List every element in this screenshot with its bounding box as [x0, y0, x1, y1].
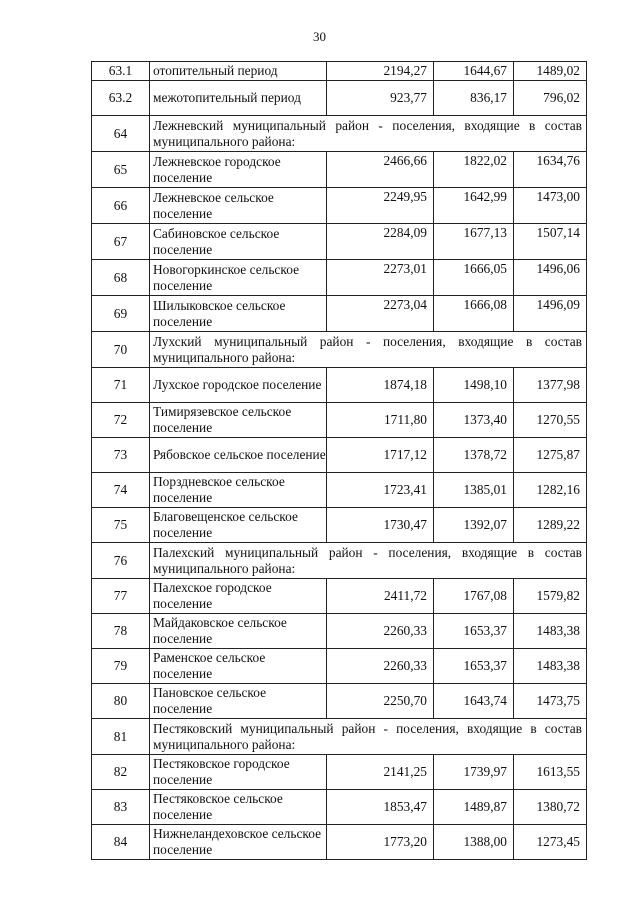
tariff-value-2: 1739,97: [434, 755, 514, 790]
tariff-table-body: [92, 62, 587, 860]
tariff-value-2: 1642,99: [434, 188, 514, 224]
settlement-name: Нижнеландеховское сельское поселение: [150, 825, 327, 860]
tariff-value-2: 1643,74: [434, 684, 514, 719]
tariff-value-1: 2411,72: [327, 579, 434, 614]
district-header-text: Пестяковский муниципальный район - поселения, входящие в состав муниципального района:: [150, 719, 587, 755]
settlement-name: Раменское сельское поселение: [150, 649, 327, 684]
row-number: 63.2: [92, 81, 150, 116]
tariff-value-2: 1666,08: [434, 296, 514, 332]
settlement-name: Пестяковское сельское поселение: [150, 790, 327, 825]
row-number: 84: [92, 825, 150, 860]
tariff-value-1: 2260,33: [327, 649, 434, 684]
tariff-value-1: 2466,66: [327, 152, 434, 188]
tariff-value-3: 1380,72: [514, 790, 587, 825]
tariff-value-3: 1270,55: [514, 403, 587, 438]
tariff-value-2: 1385,01: [434, 473, 514, 508]
row-number: 71: [92, 368, 150, 403]
tariff-value-2: 1767,08: [434, 579, 514, 614]
settlement-name: Благовещенское сельское поселение: [150, 508, 327, 543]
tariff-value-2: 1653,37: [434, 649, 514, 684]
table-row: [92, 649, 587, 684]
tariff-value-3: 1275,87: [514, 438, 587, 473]
tariff-value-2: 1822,02: [434, 152, 514, 188]
table-row: [92, 614, 587, 649]
tariff-value-3: 1496,09: [514, 296, 587, 332]
tariff-value-2: 1644,67: [434, 62, 514, 81]
settlement-name: Лухское городское поселение: [150, 368, 327, 403]
settlement-name: отопительный период: [150, 62, 327, 81]
district-header-text: Лежневский муниципальный район - поселения, входящие в состав муниципального района:: [150, 116, 587, 152]
tariff-value-1: 1853,47: [327, 790, 434, 825]
table-row: [92, 188, 587, 224]
tariff-value-1: 1723,41: [327, 473, 434, 508]
tariff-value-2: 1388,00: [434, 825, 514, 860]
row-number: 79: [92, 649, 150, 684]
tariff-value-3: 1483,38: [514, 614, 587, 649]
tariff-value-3: 796,02: [514, 81, 587, 116]
table-row: [92, 755, 587, 790]
row-number: 80: [92, 684, 150, 719]
row-number: 83: [92, 790, 150, 825]
row-number: 63.1: [92, 62, 150, 81]
tariff-value-2: 1489,87: [434, 790, 514, 825]
tariff-value-1: 1730,47: [327, 508, 434, 543]
tariff-value-3: 1489,02: [514, 62, 587, 81]
tariff-value-1: 2194,27: [327, 62, 434, 81]
table-row: [92, 403, 587, 438]
tariff-value-2: 836,17: [434, 81, 514, 116]
tariff-value-2: 1653,37: [434, 614, 514, 649]
tariff-value-2: 1666,05: [434, 260, 514, 296]
tariff-value-3: 1282,16: [514, 473, 587, 508]
district-header-row: [92, 332, 587, 368]
tariff-value-3: 1496,06: [514, 260, 587, 296]
tariff-value-3: 1483,38: [514, 649, 587, 684]
tariff-value-1: 1717,12: [327, 438, 434, 473]
tariff-value-2: 1392,07: [434, 508, 514, 543]
tariff-value-3: 1613,55: [514, 755, 587, 790]
row-number: 73: [92, 438, 150, 473]
table-row: [92, 296, 587, 332]
row-number: 75: [92, 508, 150, 543]
row-number: 65: [92, 152, 150, 188]
settlement-name: межотопительный период: [150, 81, 327, 116]
row-number: 81: [92, 719, 150, 755]
settlement-name: Палехское городское поселение: [150, 579, 327, 614]
table-row: [92, 438, 587, 473]
district-header-row: [92, 543, 587, 579]
row-number: 64: [92, 116, 150, 152]
settlement-name: Лежневское сельское поселение: [150, 188, 327, 224]
table-row: [92, 684, 587, 719]
row-number: 74: [92, 473, 150, 508]
district-header-text: Палехский муниципальный район - поселения, входящие в состав муниципального района:: [150, 543, 587, 579]
district-header-row: [92, 719, 587, 755]
row-number: 67: [92, 224, 150, 260]
row-number: 68: [92, 260, 150, 296]
district-header-text: Лухский муниципальный район - поселения, входящие в состав муниципального района:: [150, 332, 587, 368]
tariff-value-1: 1874,18: [327, 368, 434, 403]
row-number: 72: [92, 403, 150, 438]
settlement-name: Новогоркинское сельское поселение: [150, 260, 327, 296]
table-row: [92, 152, 587, 188]
tariff-table: [91, 61, 587, 860]
row-number: 66: [92, 188, 150, 224]
table-row: [92, 473, 587, 508]
tariff-value-2: 1373,40: [434, 403, 514, 438]
settlement-name: Пановское сельское поселение: [150, 684, 327, 719]
table-row: [92, 790, 587, 825]
settlement-name: Пестяковское городское поселение: [150, 755, 327, 790]
tariff-value-3: 1579,82: [514, 579, 587, 614]
tariff-value-1: 2284,09: [327, 224, 434, 260]
tariff-value-3: 1473,00: [514, 188, 587, 224]
row-number: 69: [92, 296, 150, 332]
tariff-value-2: 1378,72: [434, 438, 514, 473]
table-row: [92, 62, 587, 81]
table-row: [92, 260, 587, 296]
tariff-value-1: 2250,70: [327, 684, 434, 719]
settlement-name: Рябовское сельское поселение: [150, 438, 327, 473]
row-number: 76: [92, 543, 150, 579]
district-header-row: [92, 116, 587, 152]
table-row: [92, 579, 587, 614]
settlement-name: Тимирязевское сельское поселение: [150, 403, 327, 438]
row-number: 82: [92, 755, 150, 790]
tariff-value-3: 1507,14: [514, 224, 587, 260]
tariff-value-1: 2273,01: [327, 260, 434, 296]
tariff-value-3: 1634,76: [514, 152, 587, 188]
tariff-value-3: 1289,22: [514, 508, 587, 543]
row-number: 78: [92, 614, 150, 649]
table-row: [92, 81, 587, 116]
row-number: 70: [92, 332, 150, 368]
tariff-value-3: 1377,98: [514, 368, 587, 403]
tariff-value-1: 2273,04: [327, 296, 434, 332]
settlement-name: Майдаковское сельское поселение: [150, 614, 327, 649]
tariff-value-2: 1677,13: [434, 224, 514, 260]
row-number: 77: [92, 579, 150, 614]
table-row: [92, 368, 587, 403]
tariff-value-1: 2260,33: [327, 614, 434, 649]
tariff-value-1: 923,77: [327, 81, 434, 116]
tariff-value-3: 1473,75: [514, 684, 587, 719]
tariff-value-1: 1711,80: [327, 403, 434, 438]
table-row: [92, 508, 587, 543]
table-row: [92, 825, 587, 860]
settlement-name: Лежневское городское поселение: [150, 152, 327, 188]
page-number: 30: [313, 29, 326, 44]
tariff-value-3: 1273,45: [514, 825, 587, 860]
table-row: [92, 224, 587, 260]
tariff-value-2: 1498,10: [434, 368, 514, 403]
settlement-name: Порздневское сельское поселение: [150, 473, 327, 508]
tariff-value-1: 2141,25: [327, 755, 434, 790]
settlement-name: Сабиновское сельское поселение: [150, 224, 327, 260]
tariff-value-1: 2249,95: [327, 188, 434, 224]
settlement-name: Шилыковское сельское поселение: [150, 296, 327, 332]
tariff-value-1: 1773,20: [327, 825, 434, 860]
